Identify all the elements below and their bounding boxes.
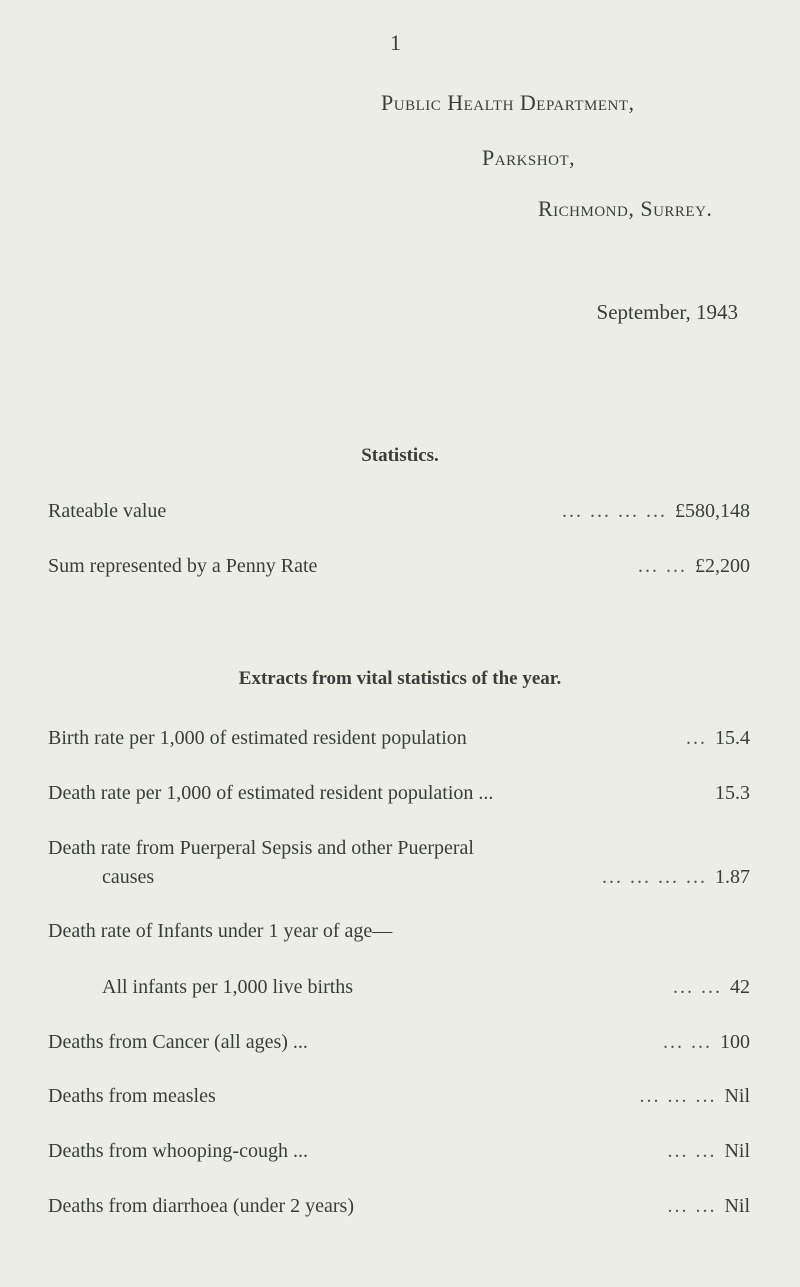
row-value: Nil <box>724 1195 750 1217</box>
leader-dots: ... ... ... <box>639 1085 717 1107</box>
row-label: Deaths from whooping-cough ... <box>48 1140 308 1162</box>
department-name: Public Health Department, <box>381 90 635 115</box>
row-value: £580,148 <box>675 500 750 522</box>
leader-dots: ... ... <box>663 1031 712 1053</box>
vital-row-puerperal-heading <box>48 837 750 867</box>
row-value: 15.4 <box>715 727 750 749</box>
leader-dots: ... ... <box>667 1195 717 1217</box>
row-label: Death rate from Puerperal Sepsis and other Puerperal <box>48 837 474 859</box>
row-label: Deaths from measles <box>48 1085 216 1107</box>
row-label: Death rate per 1,000 of estimated resident population ... <box>48 782 494 804</box>
address-line-1 <box>381 90 635 116</box>
row-label: Deaths from Cancer (all ages) ... <box>48 1031 308 1053</box>
statistics-row-rateable-value <box>48 500 750 530</box>
row-label: All infants per 1,000 live births <box>102 976 354 998</box>
vital-statistics-title: Extracts from vital statistics of the year. <box>238 668 562 689</box>
vital-row-whooping-cough <box>48 1140 750 1170</box>
leader-dots: ... ... <box>667 1140 717 1162</box>
leader-dots: ... <box>686 727 707 749</box>
vital-row-puerperal-causes <box>48 866 750 896</box>
vital-row-diarrhoea <box>48 1195 750 1225</box>
row-label: Deaths from diarrhoea (under 2 years) <box>48 1195 354 1217</box>
vital-row-birth-rate <box>48 727 750 757</box>
row-value: 42 <box>730 976 750 998</box>
statistics-row-penny-rate <box>48 555 750 585</box>
street-name: Parkshot, <box>482 145 576 170</box>
town-name: Richmond, Surrey. <box>538 196 713 221</box>
row-label: Death rate of Infants under 1 year of age— <box>48 920 393 942</box>
leader-dots: ... ... ... ... <box>562 500 667 522</box>
leader-dots: ... ... <box>673 976 722 998</box>
row-value: £2,200 <box>695 555 750 577</box>
row-value: Nil <box>724 1085 750 1107</box>
row-label: causes <box>102 866 155 888</box>
row-label: Birth rate per 1,000 of estimated resident population <box>48 727 467 749</box>
address-line-2 <box>482 145 575 171</box>
row-value: Nil <box>724 1140 750 1162</box>
leader-dots: ... ... <box>638 555 687 577</box>
row-value: 15.3 <box>715 782 750 804</box>
leader-dots: ... ... ... ... <box>602 866 707 888</box>
vital-row-death-rate <box>48 782 750 812</box>
address-line-3 <box>538 196 712 222</box>
vital-row-cancer <box>48 1031 750 1061</box>
vital-row-infant-heading <box>48 920 750 950</box>
vital-row-measles <box>48 1085 750 1115</box>
row-value: 1.87 <box>715 866 750 888</box>
row-label: Rateable value <box>48 500 167 522</box>
row-value: 100 <box>720 1031 750 1053</box>
row-label: Sum represented by a Penny Rate <box>48 555 318 577</box>
vital-row-infant-rate <box>48 976 750 1006</box>
document-date: September, 1943 <box>596 300 738 324</box>
statistics-title: Statistics. <box>361 445 439 466</box>
page-number: 1 <box>390 30 401 55</box>
